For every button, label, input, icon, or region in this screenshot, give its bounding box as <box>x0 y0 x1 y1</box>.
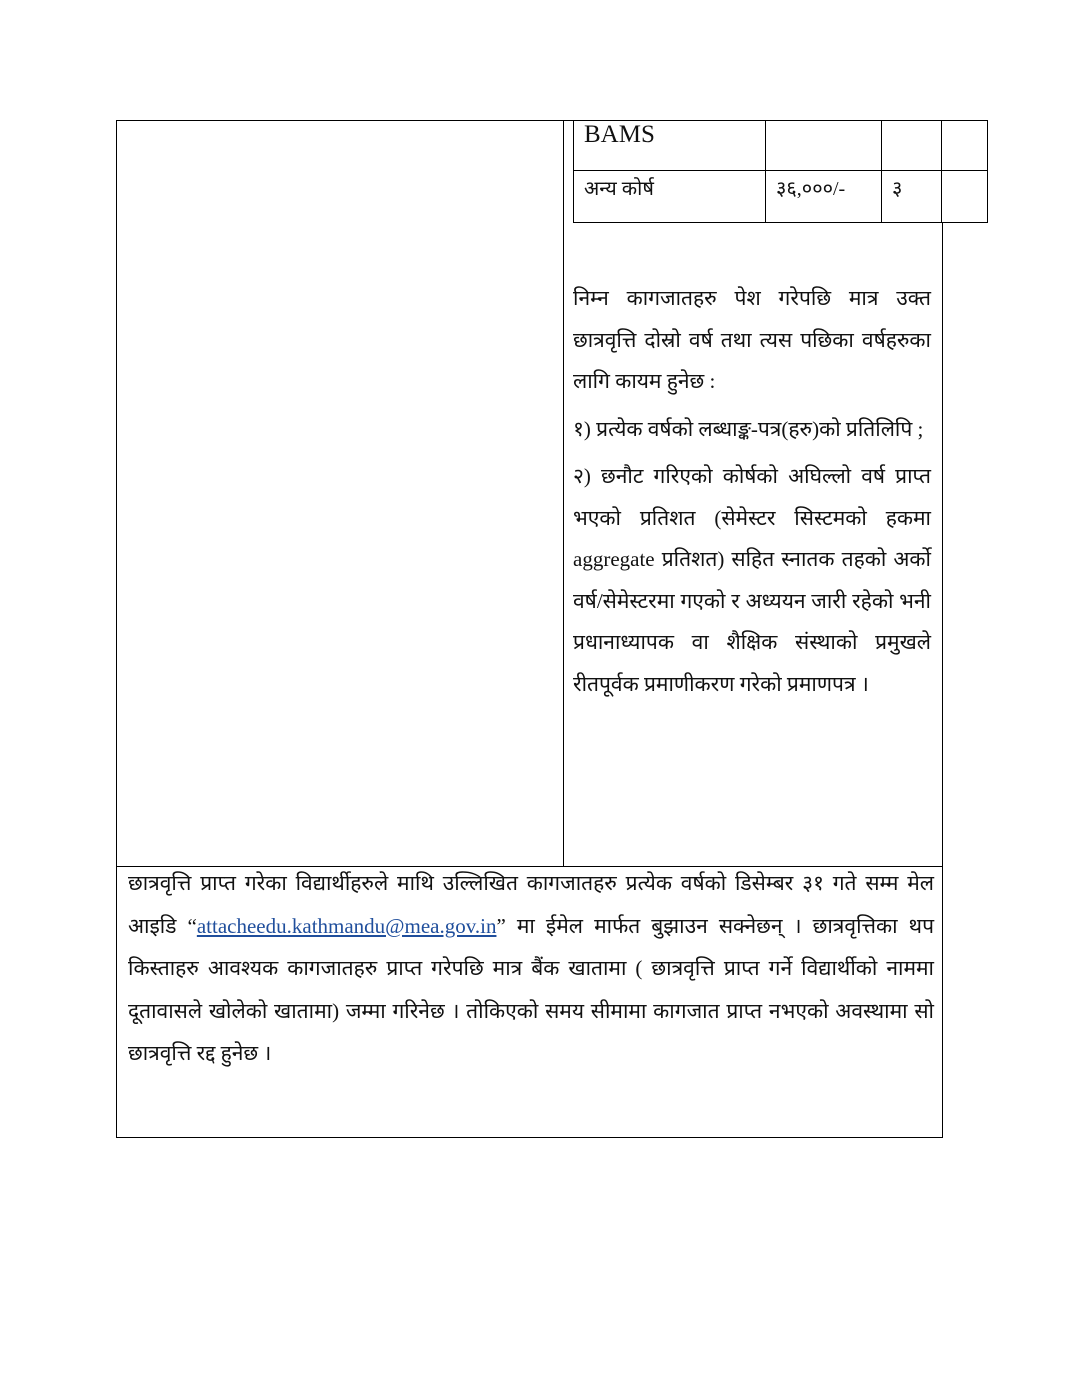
outer-right-border <box>942 222 943 1138</box>
requirements-block <box>573 278 931 705</box>
fee-table-col2-divider <box>765 120 766 222</box>
email-link[interactable]: attacheedu.kathmandu@mea.gov.in <box>196 913 497 938</box>
column-divider <box>563 120 564 866</box>
fee-table-row1-course: BAMS <box>584 121 655 148</box>
fee-table-row-divider <box>573 170 988 171</box>
bottom-note-part2: ” मा ईमेल मार्फत बुझाउन सक्नेछन् । छात्रवृत्तिका थप किस्ताहरु आवश्यक कागजातहरु प्राप्त गरेपछि मात्र बैंक खातामा ( छात्रवृत्ति प्राप्त गर्ने विद्यार्थीको नाममा दूतावासले खोलेको खातामा) जम्मा गरिनेछ । तोकिएको समय सीमामा कागजात प्राप्त नभएको अवस्थामा सो छात्रवृत्ति रद्द हुनेछ । <box>128 913 934 1065</box>
fee-table-row2-course: अन्य कोर्ष <box>584 178 654 200</box>
fee-table-right-border <box>987 120 988 222</box>
requirements-intro: निम्न कागजातहरु पेश गरेपछि मात्र उक्त छात्रवृत्ति दोस्रो वर्ष तथा त्यस पछिका वर्षहरुका लागि कायम हुनेछ : <box>573 286 931 393</box>
outer-left-border <box>116 120 117 1138</box>
bottom-note <box>128 862 934 1075</box>
fee-table-bottom-border <box>573 222 988 223</box>
fee-table-row2-amount: ३६,०००/- <box>776 178 846 200</box>
outer-top-border <box>116 120 988 121</box>
requirement-item-2: २) छनौट गरिएको कोर्षको अघिल्लो वर्ष प्राप्त भएको प्रतिशत (सेमेस्टर सिस्टमको हकमा aggregate प्रतिशत) सहित स्नातक तहको अर्को वर्ष/सेमेस्टरमा गएको र अध्ययन जारी रहेको भनी प्रधानाध्यापक वा शैक्षिक संस्थाको प्रमुखले रीतपूर्वक प्रमाणीकरण गरेको प्रमाणपत्र । <box>573 464 931 696</box>
bottom-note-part1: छात्रवृत्ति प्राप्त गरेका विद्यार्थीहरुले माथि उल्लिखित कागजातहरु प्रत्येक वर्षको डिसेम्बर ३१ गते सम्म मेल आइडि “ <box>128 871 934 938</box>
outer-bottom-border <box>116 1137 943 1138</box>
fee-table-row2-count: ३ <box>892 178 903 200</box>
fee-table-col3-divider <box>881 120 882 222</box>
fee-table-left-border <box>573 120 574 222</box>
requirement-item-1: १) प्रत्येक वर्षको लब्धाङ्क-पत्र(हरु)को प्रतिलिपि ; <box>573 416 924 441</box>
fee-table-col4-divider <box>941 120 942 222</box>
